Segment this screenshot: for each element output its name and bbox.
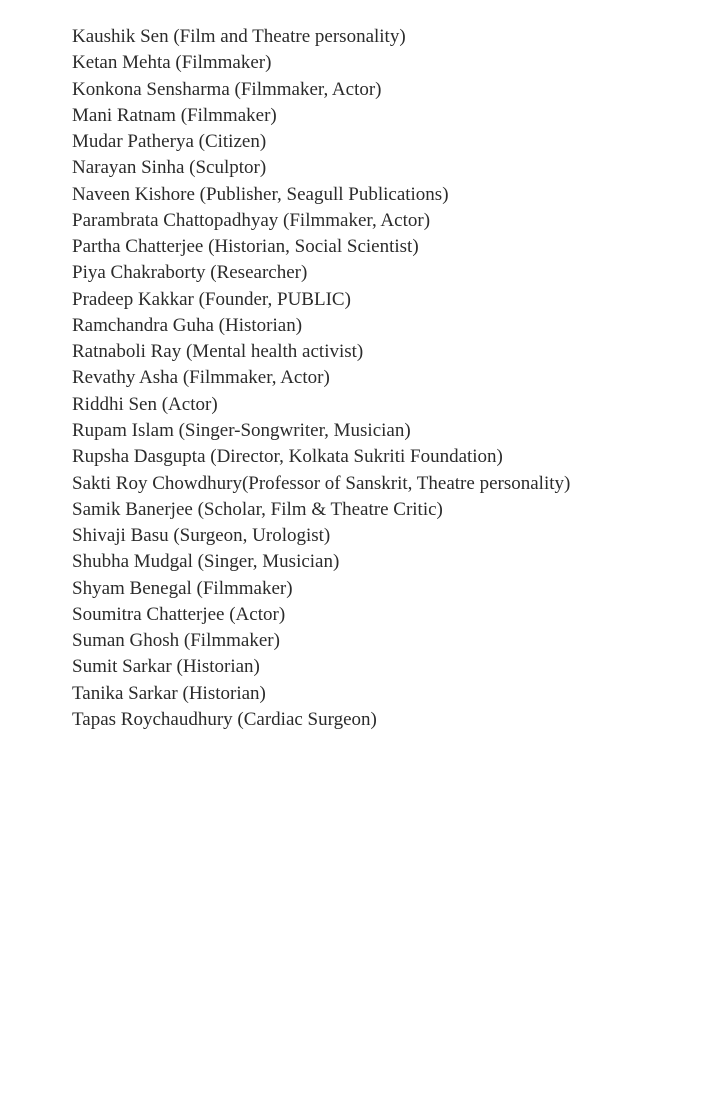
signatory-item bbox=[72, 155, 692, 181]
signatory-item bbox=[72, 576, 692, 602]
signatory-item bbox=[72, 260, 692, 286]
signatory-item bbox=[72, 418, 692, 444]
signatory-text: Naveen Kishore (Publisher, Seagull Publications) bbox=[72, 183, 449, 205]
signatory-text: Revathy Asha (Filmmaker, Actor) bbox=[72, 367, 330, 389]
signatory-text: Ketan Mehta (Filmmaker) bbox=[72, 52, 272, 74]
signatory-item bbox=[72, 471, 692, 497]
signatory-text: Suman Ghosh (Filmmaker) bbox=[72, 630, 280, 652]
signatory-text: Shubha Mudgal (Singer, Musician) bbox=[72, 551, 340, 573]
signatory-text: Sakti Roy Chowdhury(Professor of Sanskrit, Theatre personality) bbox=[72, 472, 571, 494]
signatory-list bbox=[72, 24, 692, 733]
signatory-text: Pradeep Kakkar (Founder, PUBLIC) bbox=[72, 288, 351, 310]
signatory-item bbox=[72, 234, 692, 260]
signatory-text: Samik Banerjee (Scholar, Film & Theatre Critic) bbox=[72, 498, 443, 520]
signatory-item bbox=[72, 523, 692, 549]
signatory-item bbox=[72, 77, 692, 103]
signatory-item bbox=[72, 208, 692, 234]
signatory-item bbox=[72, 313, 692, 339]
signatory-text: Ratnaboli Ray (Mental health activist) bbox=[72, 341, 364, 363]
signatory-text: Tapas Roychaudhury (Cardiac Surgeon) bbox=[72, 708, 377, 730]
signatory-text: Konkona Sensharma (Filmmaker, Actor) bbox=[72, 78, 382, 100]
signatory-text: Narayan Sinha (Sculptor) bbox=[72, 157, 267, 179]
signatory-text: Tanika Sarkar (Historian) bbox=[72, 682, 266, 704]
signatory-text: Parambrata Chattopadhyay (Filmmaker, Actor) bbox=[72, 209, 431, 231]
signatory-item bbox=[72, 129, 692, 155]
signatory-text: Sumit Sarkar (Historian) bbox=[72, 656, 260, 678]
signatory-item bbox=[72, 602, 692, 628]
signatory-item bbox=[72, 287, 692, 313]
signatory-item bbox=[72, 392, 692, 418]
signatory-item bbox=[72, 497, 692, 523]
signatory-text: Shyam Benegal (Filmmaker) bbox=[72, 577, 293, 599]
signatory-item bbox=[72, 339, 692, 365]
signatory-text: Rupam Islam (Singer-Songwriter, Musician) bbox=[72, 419, 411, 441]
signatory-item bbox=[72, 365, 692, 391]
signatory-item bbox=[72, 628, 692, 654]
signatory-item bbox=[72, 681, 692, 707]
signatory-text: Piya Chakraborty (Researcher) bbox=[72, 262, 308, 284]
signatory-text: Rupsha Dasgupta (Director, Kolkata Sukriti Foundation) bbox=[72, 446, 503, 468]
signatory-item bbox=[72, 549, 692, 575]
signatory-item bbox=[72, 50, 692, 76]
signatory-item bbox=[72, 103, 692, 129]
signatory-text: Shivaji Basu (Surgeon, Urologist) bbox=[72, 525, 331, 547]
signatory-item bbox=[72, 24, 692, 50]
signatory-item bbox=[72, 707, 692, 733]
signatory-text: Mudar Patherya (Citizen) bbox=[72, 131, 267, 153]
signatory-text: Kaushik Sen (Film and Theatre personality) bbox=[72, 26, 406, 47]
signatory-item bbox=[72, 654, 692, 680]
signatory-text: Partha Chatterjee (Historian, Social Scientist) bbox=[72, 236, 419, 258]
signatory-item bbox=[72, 444, 692, 470]
signatory-text: Ramchandra Guha (Historian) bbox=[72, 314, 303, 336]
signatory-item bbox=[72, 182, 692, 208]
signatory-text: Riddhi Sen (Actor) bbox=[72, 393, 218, 415]
signatory-text: Mani Ratnam (Filmmaker) bbox=[72, 104, 277, 126]
signatory-text: Soumitra Chatterjee (Actor) bbox=[72, 603, 286, 625]
